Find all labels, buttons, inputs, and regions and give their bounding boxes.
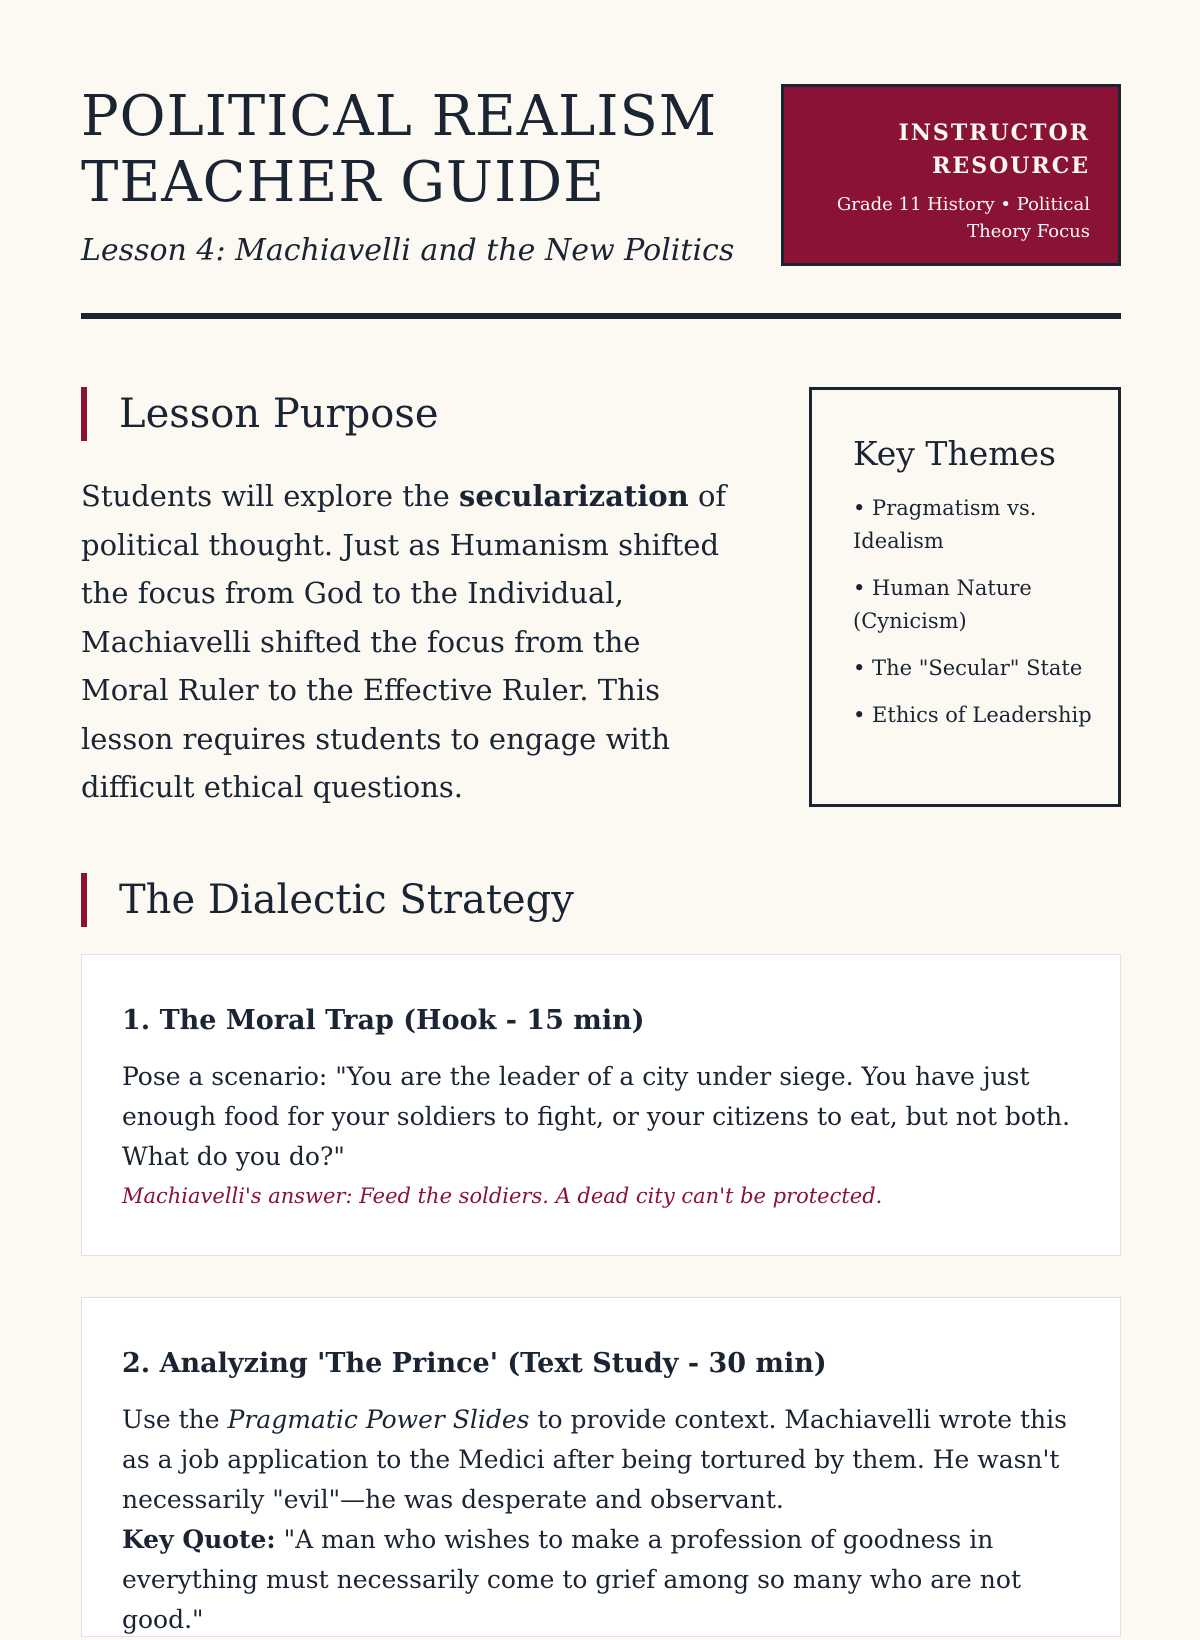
key-themes-list [853,492,1098,732]
key-themes-heading: Key Themes [853,434,1056,473]
theme-item: • Pragmatism vs. Idealism [853,496,1037,553]
card-body-start: Use the [122,1405,228,1434]
strategy-card-the-prince [81,1297,1121,1637]
purpose-text-end: of political thought. Just as Humanism shifted the focus from God to the Individual, Machiavelli shifted the focus from the Moral Ruler to the Effective Ruler. This lesson requires students to engage with difficult ethical questions. [81,479,727,804]
card-title: 1. The Moral Trap (Hook - 15 min) [122,1005,645,1036]
card-body-end: to provide context. Machiavelli wrote this as a job application to the Medici after being tortured by them. He wasn't necessarily "evil"—he was desperate and observant. [122,1405,1067,1514]
key-quote-text: "A man who wishes to make a profession of goodness in everything must necessarily come to grief among so many who are not good." [122,1525,1021,1634]
card-body: Pose a scenario: "You are the leader of a city under siege. You have just enough food for your soldiers to fight, or your citizens to eat, but not both. What do you do?" [122,1062,1071,1171]
title-block [81,84,761,270]
purpose-text-bold: secularization [459,479,689,513]
key-themes-box [809,387,1121,807]
badge-sub-line-2: Theory Focus [967,221,1090,242]
card-body [122,1400,1080,1520]
theme-item: • Ethics of Leadership [853,703,1092,727]
title-line-1: POLITICAL REALISM [81,84,718,149]
theme-item: • Human Nature (Cynicism) [853,576,1032,633]
lesson-purpose-heading: Lesson Purpose [81,387,439,441]
lesson-subtitle: Lesson 4: Machiavelli and the New Politics [81,233,735,268]
instructor-resource-badge [781,84,1121,266]
theme-item: • The "Secular" State [853,656,1083,680]
badge-sub-line-1: Grade 11 History • Political [836,194,1090,215]
guide-header [81,84,1121,324]
key-quote [122,1520,1080,1640]
badge-title-line-1: INSTRUCTOR [898,120,1090,146]
card-title: 2. Analyzing 'The Prince' (Text Study - 30 min) [122,1348,827,1379]
document-title [81,84,761,216]
key-quote-label: Key Quote: [122,1525,276,1554]
lesson-purpose-text [81,472,731,812]
slides-reference: Pragmatic Power Slides [227,1405,530,1434]
badge-subtitle [804,191,1090,245]
title-line-2: TEACHER GUIDE [81,150,606,215]
header-divider [81,313,1121,319]
dialectic-strategy-heading: The Dialectic Strategy [81,873,574,927]
strategy-card-moral-trap [81,954,1121,1256]
badge-title [804,117,1090,183]
purpose-text-start: Students will explore the [81,479,459,513]
machiavelli-answer-note: Machiavelli's answer: Feed the soldiers. A dead city can't be protected. [122,1184,883,1208]
badge-title-line-2: RESOURCE [932,153,1090,179]
